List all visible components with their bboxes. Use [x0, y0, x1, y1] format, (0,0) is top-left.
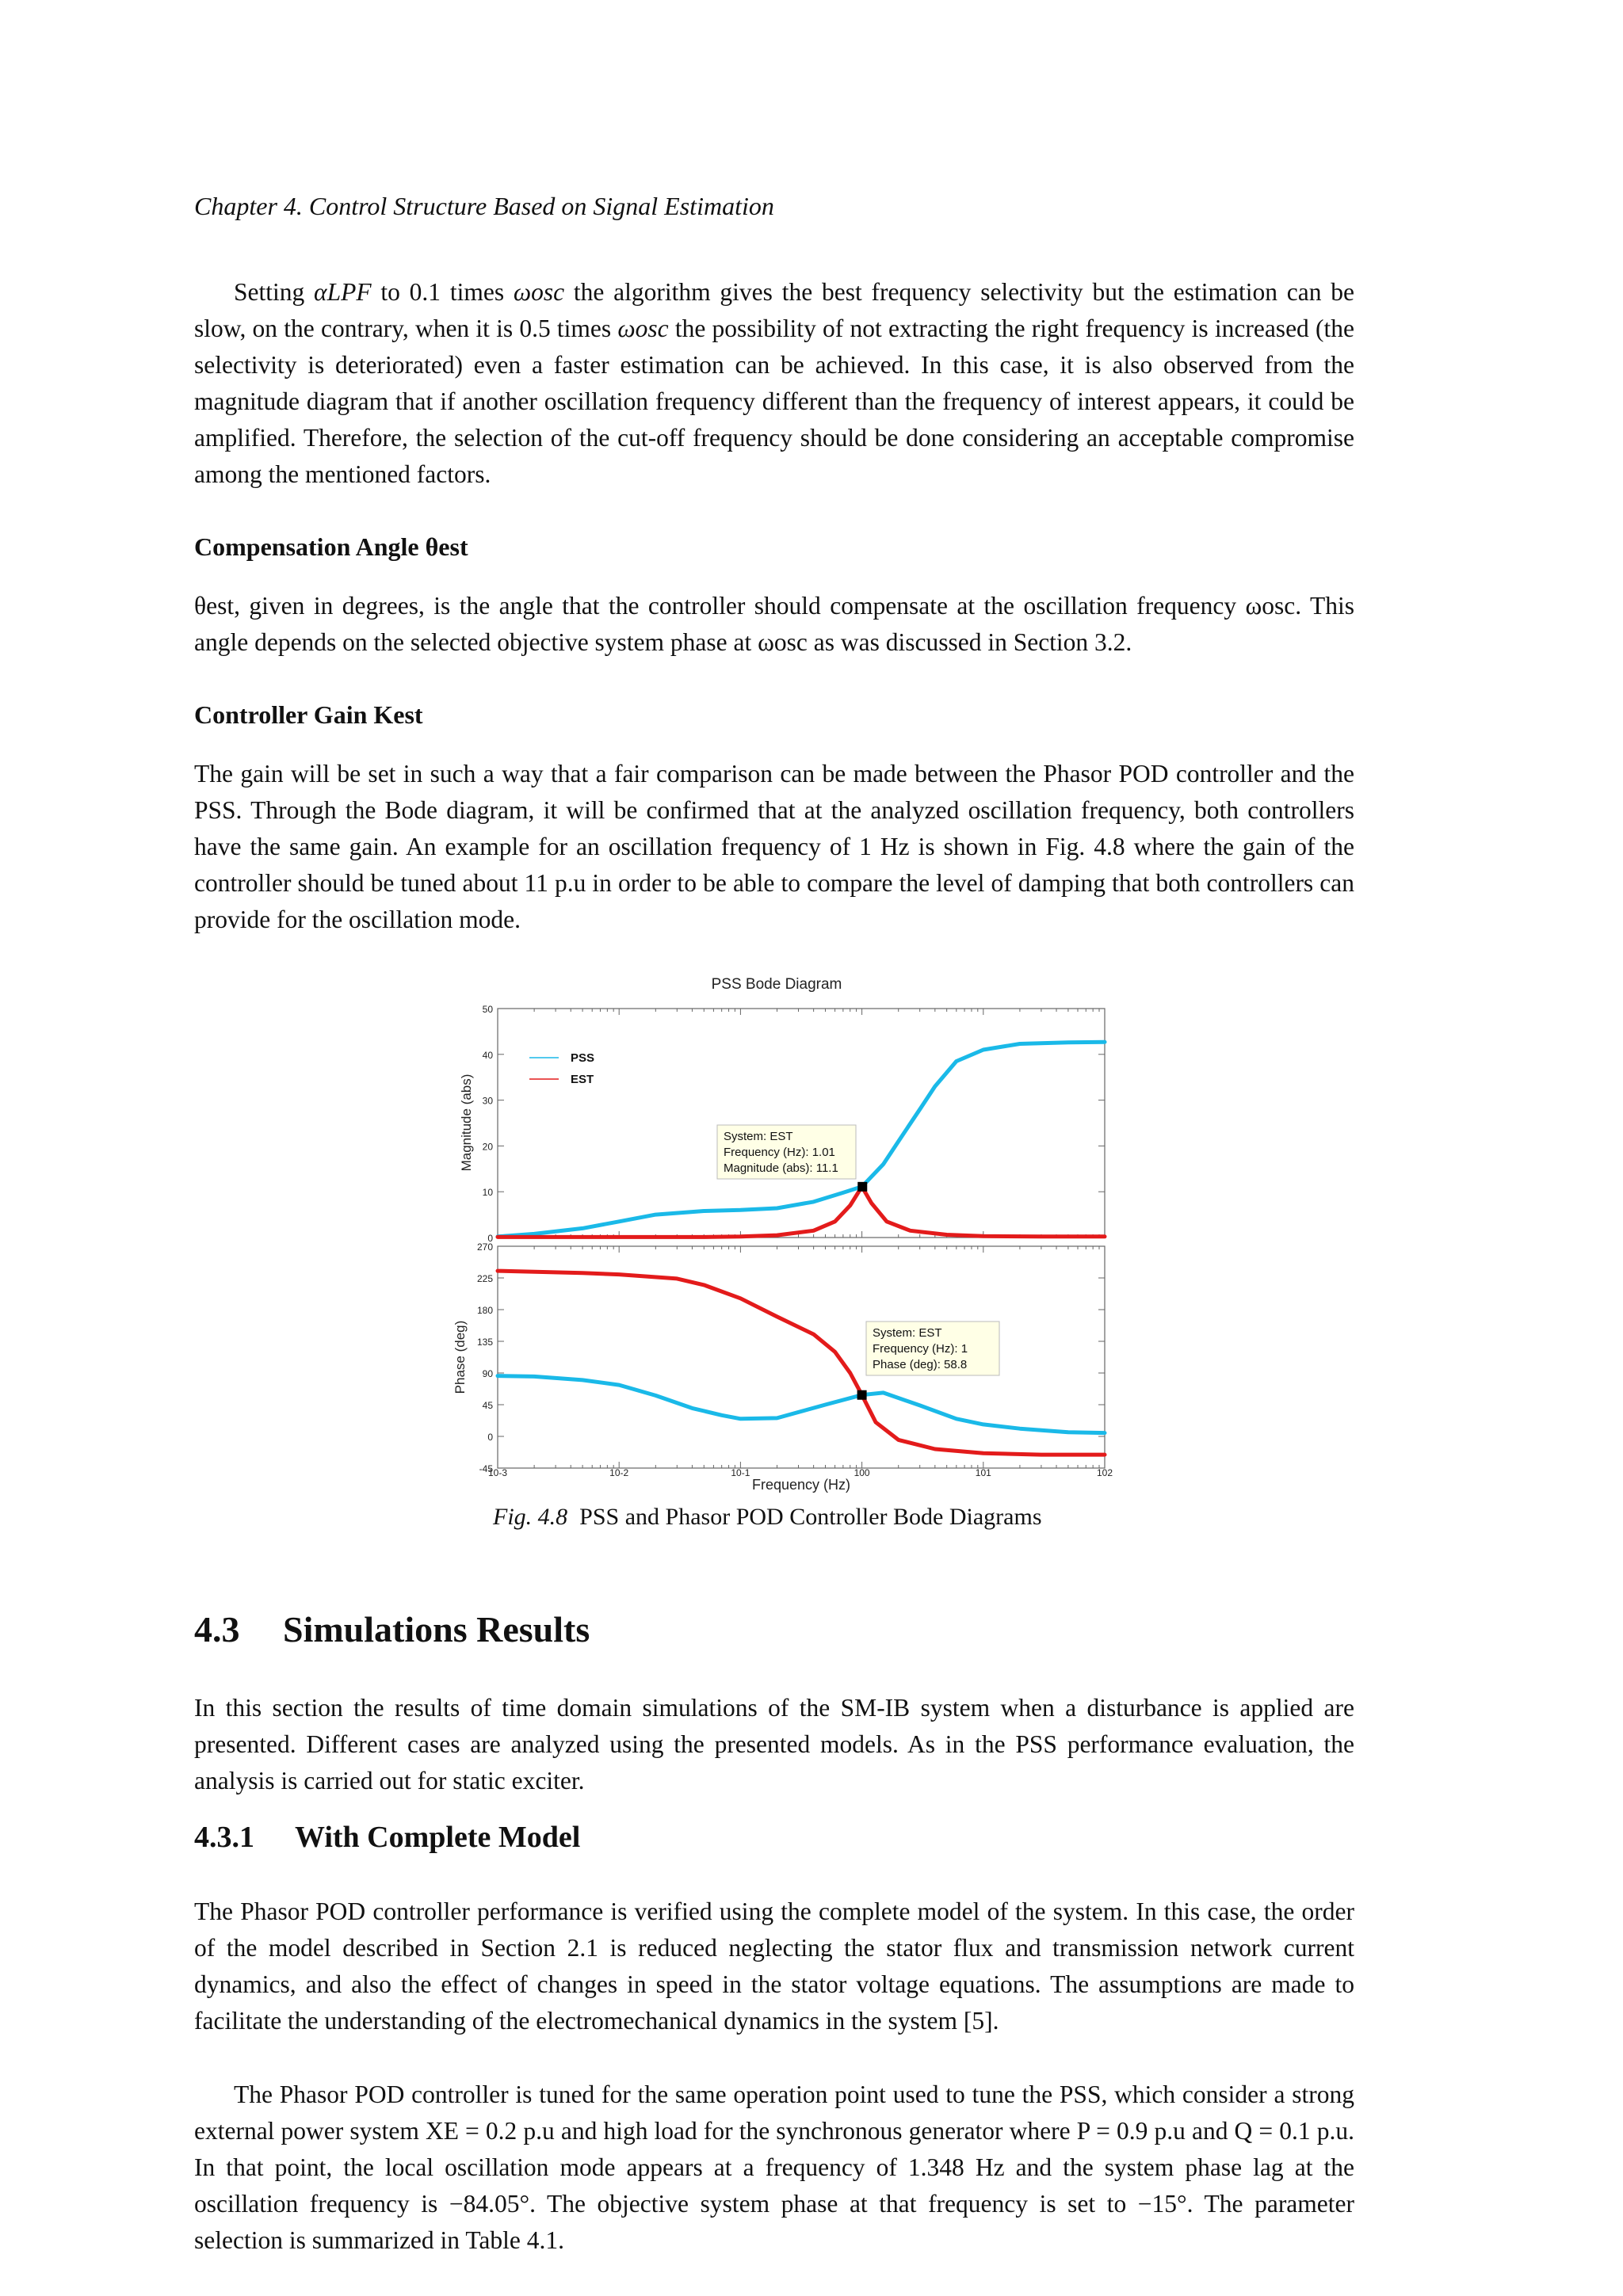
paragraph-controller-gain: The gain will be set in such a way that a fair comparison can be made between the Phasor POD controller and the PSS. Through the Bode diagram, it will be confirmed that at the analyzed oscillation frequency, both controllers have the same gain. An example for an oscillation frequency of 1 Hz is shown in Fig. 4.8 where the gain of the controller should be tuned about 11 p.u in order to be able to compare the level of damping that both controllers can provide for the oscillation mode.	[194, 760, 1354, 933]
phase-ytick-label: -45	[479, 1463, 493, 1474]
phase-ytick-label: 270	[476, 1241, 493, 1253]
phase-axes-frame	[498, 1246, 1105, 1468]
datatip-line-3: Phase (deg): 58.8	[873, 1358, 968, 1371]
x-tick-label: 102	[1096, 1467, 1113, 1478]
phase-datatip	[866, 1322, 999, 1375]
phase-ytick-label: 135	[476, 1337, 493, 1348]
magnitude-ytick-label: 50	[482, 1004, 493, 1015]
legend-pss-label: PSS	[571, 1051, 595, 1065]
phase-marker	[857, 1390, 867, 1400]
x-tick-label: 100	[854, 1467, 870, 1478]
figure-caption-label: Fig. 4.8	[493, 1504, 568, 1530]
running-header: Chapter 4. Control Structure Based on Signal Estimation	[194, 192, 774, 220]
phase-ytick-label: 45	[482, 1400, 493, 1411]
section-heading: 4.3 Simulations Results	[194, 1609, 590, 1650]
magnitude-ytick-label: 30	[482, 1095, 493, 1107]
subsection-heading: 4.3.1 With Complete Model	[194, 1821, 581, 1854]
datatip-line-1: System: EST	[724, 1130, 793, 1143]
phase-ytick-label: 180	[476, 1305, 493, 1316]
chart-title: PSS Bode Diagram	[711, 976, 842, 993]
paragraph-alpha-lpf: Setting αLPF to 0.1 times ωosc the algorithm gives the best frequency selectivity but the estimation can be slow, on the contrary, when it is 0.5 times ωosc the possibility of not extracting the right frequency is increased (the selectivity is deteriorated) even a faster estimation can be achieved. In this case, it is also observed from the magnitude diagram that if another oscillation frequency different than the frequency of interest appears, it could be amplified. Therefore, the selection of the cut-off frequency should be done considering an acceptable compromise among the mentioned factors.	[194, 278, 1354, 488]
phase-panel	[453, 1241, 1105, 1474]
magnitude-ylabel: Magnitude (abs)	[459, 1074, 474, 1172]
legend-est-label: EST	[571, 1073, 594, 1086]
magnitude-marker	[857, 1182, 867, 1192]
magnitude-ytick-label: 0	[487, 1233, 493, 1244]
x-tick-label: 10-1	[731, 1467, 750, 1478]
heading-controller-gain: Controller Gain Kest	[194, 700, 423, 729]
paragraph-compensation-angle: θest, given in degrees, is the angle that the controller should compensate at the oscillation frequency ωosc. This angle depends on the selected objective system phase at ωosc as was discussed in Section 3.2.	[194, 592, 1354, 656]
magnitude-ytick-label: 40	[482, 1049, 493, 1061]
x-tick-label: 10-3	[487, 1467, 508, 1478]
x-axis-label: Frequency (Hz)	[751, 1477, 851, 1493]
paragraph-tuning: The Phasor POD controller is tuned for the same operation point used to tune the PSS, which consider a strong external power system XE = 0.2 p.u and high load for the synchronous generator where P = 0.9 p.u and Q = 0.1 p.u. In that point, the local oscillation mode appears at a frequency of 1.348 Hz and the system phase lag at the oscillation frequency is −84.05°. The objective system phase at that frequency is set to −15°. The parameter selection is summarized in Table 4.1.	[194, 2081, 1354, 2254]
magnitude-ytick-label: 20	[482, 1141, 493, 1153]
magnitude-datatip	[717, 1125, 856, 1179]
datatip-line-2: Frequency (Hz): 1	[873, 1342, 968, 1356]
datatip-line-2: Frequency (Hz): 1.01	[724, 1146, 835, 1159]
datatip-line-1: System: EST	[873, 1326, 942, 1340]
x-tick-label: 10-2	[609, 1467, 629, 1478]
magnitude-ytick-label: 10	[482, 1187, 493, 1199]
phase-ytick-label: 0	[487, 1432, 493, 1443]
phase-ytick-label: 90	[482, 1368, 493, 1379]
paragraph-complete-model: The Phasor POD controller performance is verified using the complete model of the system. In this case, the order of the model described in Section 2.1 is reduced neglecting the stator flux and transmission network current dynamics, and also the effect of changes in speed in the stator voltage equations. The assumptions are made to facilitate the understanding of the electromechanical dynamics in the system [5].	[194, 1897, 1354, 2035]
phase-ylabel: Phase (deg)	[453, 1320, 468, 1394]
phase-ytick-label: 225	[476, 1273, 493, 1284]
bode-diagram-figure	[444, 971, 1117, 1493]
heading-compensation-angle: Compensation Angle θest	[194, 532, 468, 561]
figure-caption	[493, 1504, 1042, 1531]
paragraph-simulations-intro: In this section the results of time domain simulations of the SM-IB system when a disturbance is applied are presented. Different cases are analyzed using the presented models. As in the PSS performance evaluation, the analysis is carried out for static exciter.	[194, 1694, 1354, 1794]
magnitude-panel	[459, 1004, 1105, 1244]
x-tick-label: 101	[975, 1467, 991, 1478]
figure-caption-text: PSS and Phasor POD Controller Bode Diagrams	[579, 1504, 1042, 1530]
datatip-line-3: Magnitude (abs): 11.1	[724, 1161, 838, 1175]
